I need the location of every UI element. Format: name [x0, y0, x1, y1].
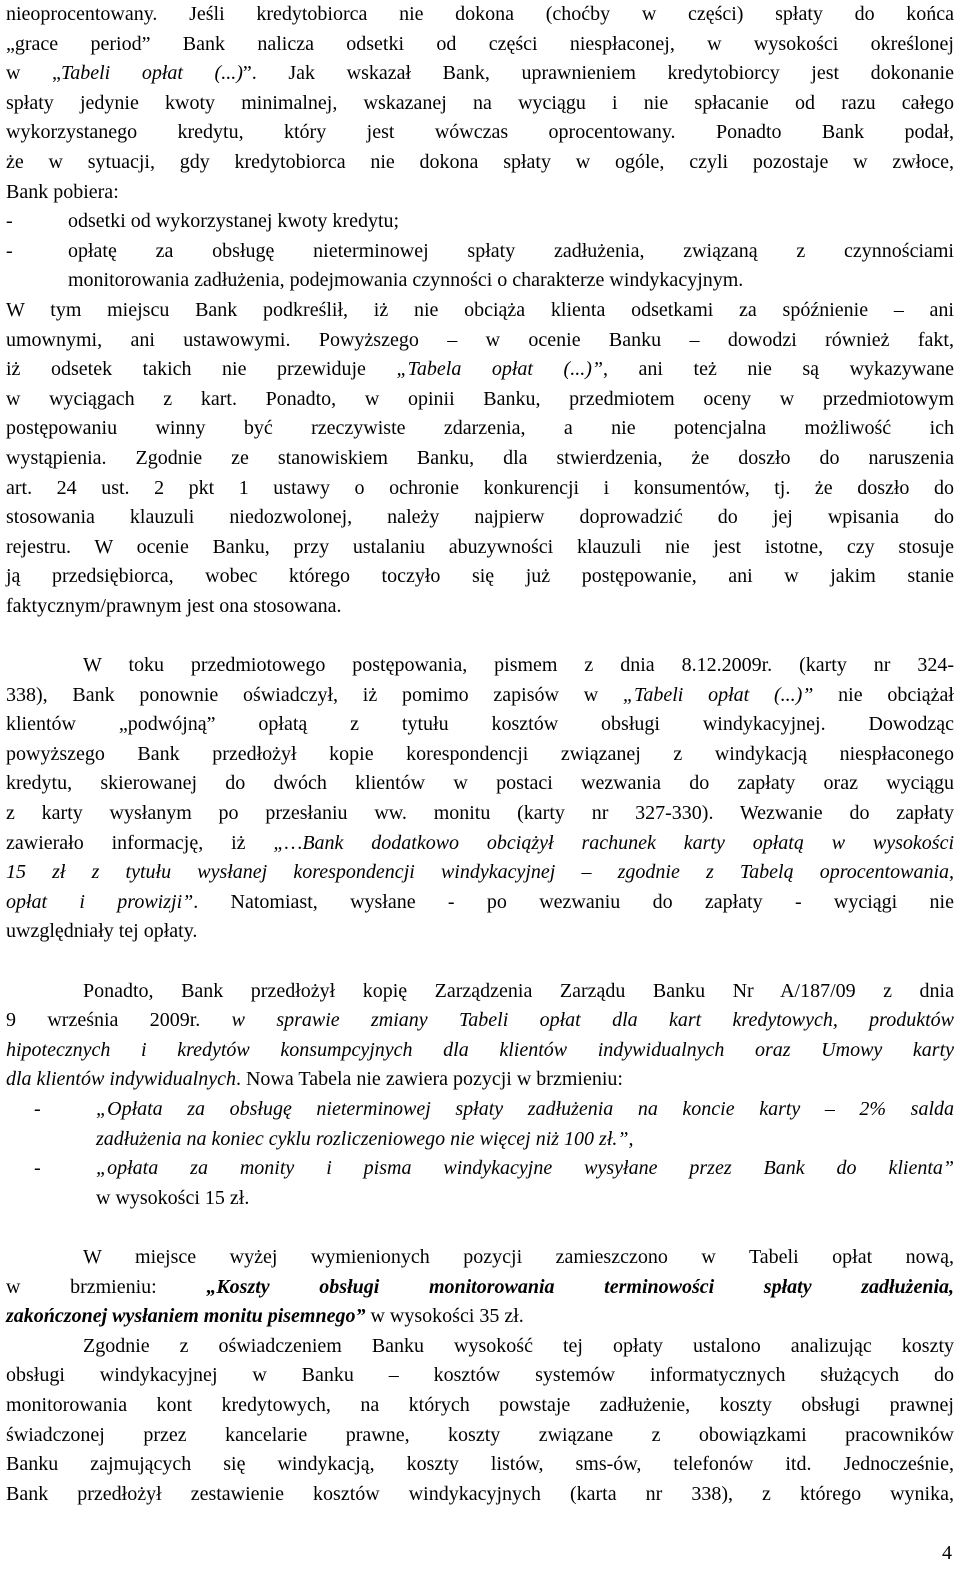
text-line: kredytu, skierowanej do dwóch klientów w postaci wezwania do zapłaty oraz wyciągu — [6, 772, 954, 795]
text-line: w „Tabeli opłat (...)”. Jak wskazał Bank, uprawnieniem kredytobiorcy jest dokonanie — [6, 62, 954, 85]
paragraph-resolution — [6, 977, 954, 1095]
text-line: „opłata za monity i pisma windykacyjne wysyłane przez Bank do klienta” — [96, 1157, 954, 1180]
text-line: iż odsetek takich nie przewiduje „Tabela opłat (...)”, ani też nie są wykazywane — [6, 358, 954, 381]
text-line: odsetki od wykorzystanej kwoty kredytu; — [68, 210, 400, 233]
text-line: nieoprocentowany. Jeśli kredytobiorca nie dokona (choćby w części) spłaty do końca — [6, 3, 954, 25]
text-line: w wysokości 15 zł. — [96, 1186, 250, 1209]
italic-quote: „Tabela opłat (...)” — [396, 358, 603, 381]
list-item — [6, 207, 954, 237]
text-line: spłaty jedynie kwoty minimalnej, wskazanej na wyciągu i nie spłacanie od razu całego — [6, 91, 954, 114]
text-line: zadłużenia na koniec cyklu rozliczeniowego nie więcej niż 100 zł.”, — [96, 1127, 634, 1150]
text-line: powyższego Bank przedłożył kopie korespondencji związanej z windykacją niespłaconego — [6, 742, 954, 765]
text-line: obsługi windykacyjnej w Banku – kosztów systemów informatycznych służących do — [6, 1364, 954, 1387]
text-line: w brzmieniu: „Koszty obsługi monitorowania terminowości spłaty zadłużenia, — [6, 1275, 954, 1298]
text-line: Bank pobiera: — [6, 180, 119, 203]
italic-title: w sprawie zmiany Tabeli opłat dla kart kredytowych, produktów — [231, 1009, 955, 1032]
italic-quote: „…Bank dodatkowo obciążył rachunek karty opłatą w wysokości — [273, 831, 954, 854]
text-line: uwzględniały tej opłaty. — [6, 920, 198, 943]
text-line: W miejsce wyżej wymienionych pozycji zamieszczono w Tabeli opłat nową, — [83, 1245, 954, 1268]
text-line: 338), Bank ponownie oświadczył, iż pomimo zapisów w „Tabeli opłat (...)” nie obciążał — [6, 683, 954, 706]
text-line: zawierało informację, iż „…Bank dodatkowo obciążył rachunek karty opłatą w wysokości — [6, 831, 954, 854]
text-line: dla klientów indywidualnych. Nowa Tabela nie zawiera pozycji w brzmieniu: — [6, 1068, 623, 1091]
bold-italic-quote: „Koszty obsługi monitorowania terminowości spłaty zadłużenia, — [206, 1275, 954, 1298]
paragraph-gap — [6, 1213, 954, 1243]
text-line: Bank przedłożył zestawienie kosztów windykacyjnych (karta nr 338), z którego wynika, — [6, 1482, 954, 1505]
text-line: W tym miejscu Bank podkreślił, iż nie obciąża klienta odsetkami za spóźnienie – ani — [6, 298, 954, 321]
text-line: opłat i prowizji”. Natomiast, wysłane - po wezwaniu do zapłaty - wyciągi nie — [6, 890, 954, 913]
text-line: opłatę za obsługę nieterminowej spłaty zadłużenia, związaną z czynnościami — [68, 239, 954, 262]
text-line: Zgodnie z oświadczeniem Banku wysokość tej opłaty ustalono analizując koszty — [83, 1334, 954, 1357]
text-line: świadczonej przez kancelarie prawne, koszty związane z obowiązkami pracowników — [6, 1423, 954, 1446]
text-line: umownymi, ani ustawowymi. Powyższego – w ocenie Banku – dowodzi również fakt, — [6, 328, 954, 351]
text-line: w wyciągach z kart. Ponadto, w opinii Banku, przedmiotem oceny w przedmiotowym — [6, 387, 954, 410]
italic-quote: opłat i prowizji” — [6, 890, 194, 913]
text-line: wystąpienia. Zgodnie ze stanowiskiem Banku, dla stwierdzenia, że doszło do naruszenia — [6, 446, 954, 469]
list-item — [6, 1154, 954, 1213]
text-line: stosowania klauzuli niedozwolonej, należy najpierw doprowadzić do jej wpisania do — [6, 506, 954, 529]
text-line: faktycznym/prawnym jest ona stosowana. — [6, 594, 342, 617]
text-line: postępowaniu winny być rzeczywiste zdarzenia, a nie potencjalna możliwość ich — [6, 417, 954, 440]
list-dash: - — [34, 1097, 41, 1120]
list-dash: - — [34, 1157, 41, 1180]
paragraph-new-fee — [6, 1243, 954, 1332]
list-item — [6, 237, 954, 296]
text-line: ją przedsiębiorca, wobec którego toczyło się już postępowanie, ani w jakim stanie — [6, 565, 954, 588]
text-line — [6, 858, 954, 888]
italic-title: dla klientów indywidualnych — [6, 1068, 236, 1091]
text-line: monitorowania kont kredytowych, na których powstaje zadłużenie, koszty obsługi prawnej — [6, 1393, 954, 1416]
text-line: z karty wysłanym po przesłaniu ww. monitu (karty nr 327-330). Wezwanie do zapłaty — [6, 802, 954, 825]
list-dash: - — [6, 239, 13, 262]
italic-title: hipotecznych i kredytów konsumpcyjnych dla klientów indywidualnych oraz Umowy karty — [6, 1038, 954, 1061]
paragraph-letter-2009 — [6, 651, 954, 947]
list-item — [6, 1095, 954, 1154]
paragraph-gap — [6, 947, 954, 977]
italic-quote: Tabeli opłat (...) — [60, 62, 243, 85]
paragraph-fee-basis — [6, 1332, 954, 1510]
text-line: W toku przedmiotowego postępowania, pismem z dnia 8.12.2009r. (karty nr 324- — [83, 654, 954, 677]
italic-quote: „Tabeli opłat (...)” — [622, 683, 814, 706]
text-line — [6, 1036, 954, 1066]
text-line: zakończonej wysłaniem monitu pisemnego” w wysokości 35 zł. — [6, 1305, 524, 1328]
page-number: 4 — [942, 1542, 952, 1564]
text-line: rejestru. W ocenie Banku, przy ustalaniu abuzywności klauzuli nie jest istotne, czy stosuje — [6, 535, 954, 558]
text-line: art. 24 ust. 2 pkt 1 ustawy o ochronie konkurencji i konsumentów, tj. że doszło do — [6, 476, 954, 499]
text-line: monitorowania zadłużenia, podejmowania czynności o charakterze windykacyjnym. — [68, 269, 744, 292]
paragraph-gap — [6, 621, 954, 651]
list-dash: - — [6, 210, 13, 233]
text-line: „Opłata za obsługę nieterminowej spłaty zadłużenia na koncie karty – 2% salda — [96, 1097, 954, 1120]
text-line: że w sytuacji, gdy kredytobiorca nie dokona spłaty w ogóle, czyli pozostaje w zwłoce, — [6, 150, 954, 173]
bold-italic-quote: zakończonej wysłaniem monitu pisemnego” — [6, 1305, 366, 1328]
italic-quote: 15 zł z tytułu wysłanej korespondencji windykacyjnej – zgodnie z Tabelą oprocentowania, — [6, 861, 954, 884]
text-line: klientów „podwójną” opłatą z tytułu kosztów obsługi windykacyjnej. Dowodząc — [6, 713, 954, 736]
paragraph-bank-statement — [6, 0, 954, 207]
text-line: 9 września 2009r. w sprawie zmiany Tabeli opłat dla kart kredytowych, produktów — [6, 1009, 955, 1032]
paragraph-no-interest — [6, 296, 954, 622]
text-line: „grace period” Bank nalicza odsetki od części niespłaconej, w wysokości określonej — [6, 32, 954, 55]
text-line: Banku zajmujących się windykacją, koszty listów, sms-ów, telefonów itd. Jednocześnie, — [6, 1453, 954, 1476]
document-page — [6, 0, 954, 1509]
text-line: Ponadto, Bank przedłożył kopię Zarządzenia Zarządu Banku Nr A/187/09 z dnia — [83, 979, 954, 1002]
text-line: wykorzystanego kredytu, który jest wówczas oprocentowany. Ponadto Bank podał, — [6, 121, 954, 144]
